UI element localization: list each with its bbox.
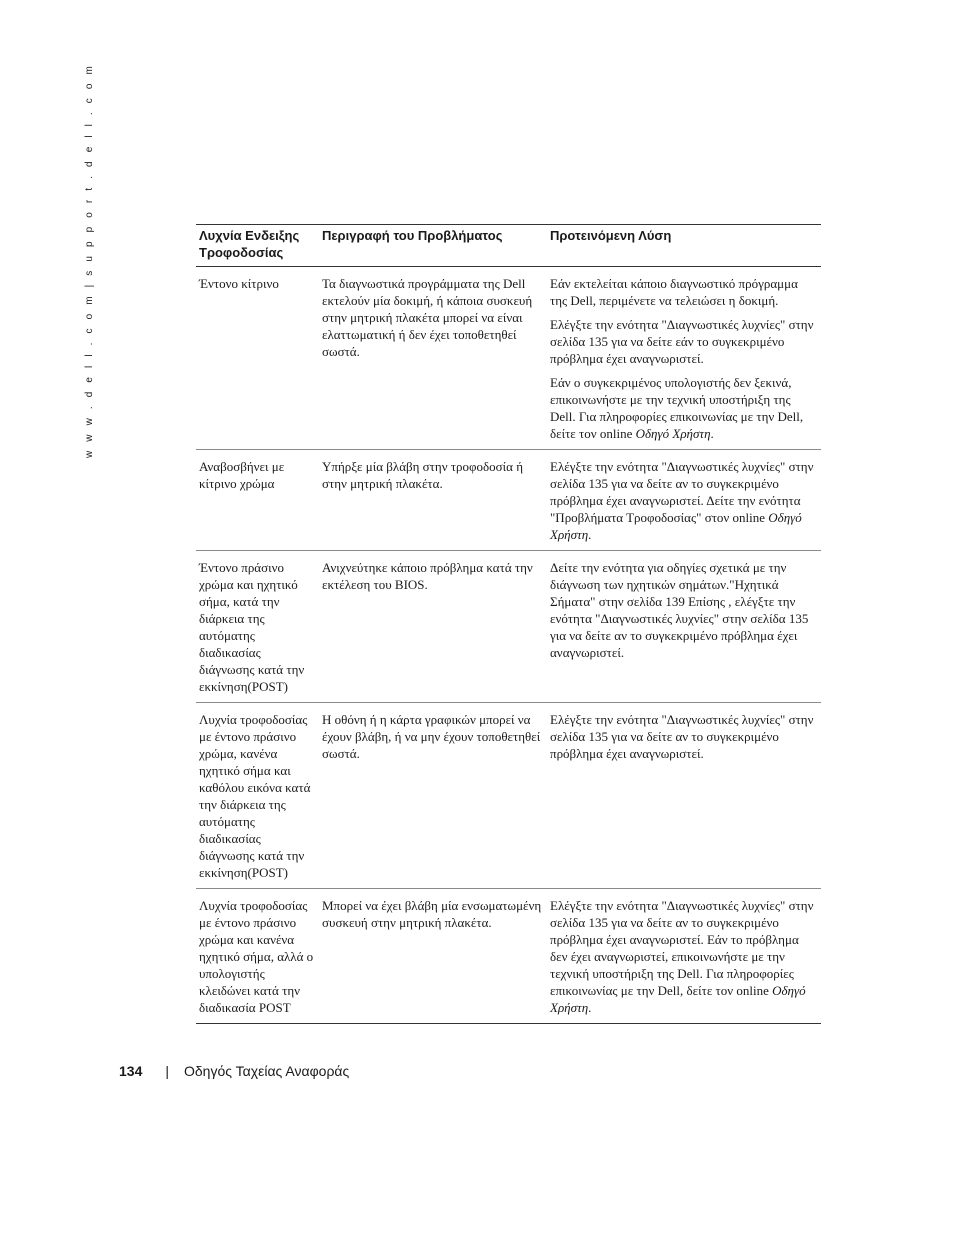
solution-paragraph: Ελέγξτε την ενότητα "Διαγνωστικές λυχνίες" στην σελίδα 135 για να δείτε αν το συγκεκριμένο πρόβλημα έχει αναγνωριστεί. — [550, 712, 814, 761]
table-row — [196, 889, 821, 1024]
power-light-table — [196, 224, 821, 1024]
solution-paragraph: Εάν ο συγκεκριμένος υπολογιστής δεν ξεκινά, επικοινωνήστε με την τεχνική υποστήριξη της Dell. Για πληροφορίες επικοινωνίας με την Dell, δείτε τον online Οδηγό Χρήστη. — [550, 375, 804, 441]
side-url: w w w . d e l l . c o m | s u p p o r t . d e l l . c o m — [84, 63, 95, 458]
document-title: Οδηγός Ταχείας Αναφοράς — [184, 1063, 350, 1079]
table-row — [196, 551, 821, 703]
cell-problem-description: Υπήρξε μία βλάβη στην τροφοδοσία ή στην μητρική πλακέτα. — [319, 450, 547, 551]
cell-suggested-solution — [547, 267, 821, 450]
cell-power-light: Έντονο κίτρινο — [196, 267, 319, 450]
cell-problem-description: Μπορεί να έχει βλάβη μία ενσωματωμένη συσκευή στην μητρική πλακέτα. — [319, 889, 547, 1024]
header-suggested-solution: Προτεινόμενη Λύση — [547, 225, 821, 267]
cell-suggested-solution — [547, 889, 821, 1024]
page-footer — [119, 1061, 349, 1081]
cell-suggested-solution — [547, 551, 821, 703]
table-row — [196, 450, 821, 551]
cell-power-light: Λυχνία τροφοδοσίας με έντονο πράσινο χρώμα, κανένα ηχητικό σήμα και καθόλου εικόνα κατά την διάρκεια της αυτόματης διαδικασίας διάγνωσης κατά την εκκίνηση(POST) — [196, 703, 319, 889]
cell-power-light: Αναβοσβήνει με κίτρινο χρώμα — [196, 450, 319, 551]
solution-paragraph: Ελέγξτε την ενότητα "Διαγνωστικές λυχνίες" στην σελίδα 135 για να δείτε αν το συγκεκριμένο πρόβλημα έχει αναγνωριστεί. Δείτε την ενότητα "Προβλήματα Τροφοδοσίας" στον online Οδηγό Χρήστη. — [550, 459, 814, 542]
solution-paragraph: Εάν εκτελείται κάποιο διαγνωστικό πρόγραμμα της Dell, περιμένετε να τελειώσει η δοκιμή. — [550, 276, 798, 308]
cell-suggested-solution — [547, 450, 821, 551]
solution-paragraph: Ελέγξτε την ενότητα "Διαγνωστικές λυχνίες" στην σελίδα 135 για να δείτε εάν το συγκεκριμένο πρόβλημα έχει αναγνωριστεί. — [550, 317, 814, 366]
header-problem-description: Περιγραφή του Προβλήματος — [319, 225, 547, 267]
table-header-row — [196, 225, 821, 267]
cell-power-light: Λυχνία τροφοδοσίας με έντονο πράσινο χρώμα και κανένα ηχητικό σήμα, αλλά ο υπολογιστής κλειδώνει κατά την διαδικασία POST — [196, 889, 319, 1024]
solution-paragraph: Ελέγξτε την ενότητα "Διαγνωστικές λυχνίες" στην σελίδα 135 για να δείτε αν το συγκεκριμένο πρόβλημα έχει αναγνωριστεί. Εάν το πρόβλημα δεν έχει αναγνωριστεί, επικοινωνήστε με την τεχνική υποστήριξη της Dell. Για πληροφορίες επικοινωνίας με την Dell, δείτε τον online Οδηγό Χρήστη. — [550, 898, 814, 1015]
user-guide-title: Οδηγό Χρήστη — [550, 983, 806, 1015]
cell-power-light: Έντονο πράσινο χρώμα και ηχητικό σήμα, κατά την διάρκεια της αυτόματης διαδικασίας διάγνωσης κατά την εκκίνηση(POST) — [196, 551, 319, 703]
user-guide-title: Οδηγό Χρήστη — [635, 426, 711, 441]
footer-separator: | — [165, 1063, 169, 1079]
table-row — [196, 703, 821, 889]
solution-paragraph: Δείτε την ενότητα για οδηγίες σχετικά με την διάγνωση των ηχητικών σημάτων."Ηχητικά Σήματα" στην σελίδα 139 Επίσης , ελέγξτε την ενότητα "Διαγνωστικές λυχνίες" στην σελίδα 135 για να δείτε αν το συγκεκριμένο πρόβλημα έχει αναγνωριστεί. — [550, 560, 809, 660]
cell-suggested-solution — [547, 703, 821, 889]
table-row — [196, 267, 821, 450]
cell-problem-description: Τα διαγνωστικά προγράμματα της Dell εκτελούν μία δοκιμή, ή κάποια συσκευή στην μητρική πλακέτα μπορεί να είναι ελαττωματική ή δεν έχει τοποθετηθεί σωστά. — [319, 267, 547, 450]
cell-problem-description: Ανιχνεύτηκε κάποιο πρόβλημα κατά την εκτέλεση του BIOS. — [319, 551, 547, 703]
header-power-light: Λυχνία Ενδειξης Τροφοδοσίας — [196, 225, 319, 267]
user-guide-title: Οδηγό Χρήστη — [550, 510, 802, 542]
page-number: 134 — [119, 1063, 143, 1079]
cell-problem-description: Η οθόνη ή η κάρτα γραφικών μπορεί να έχουν βλάβη, ή να μην έχουν τοποθετηθεί σωστά. — [319, 703, 547, 889]
